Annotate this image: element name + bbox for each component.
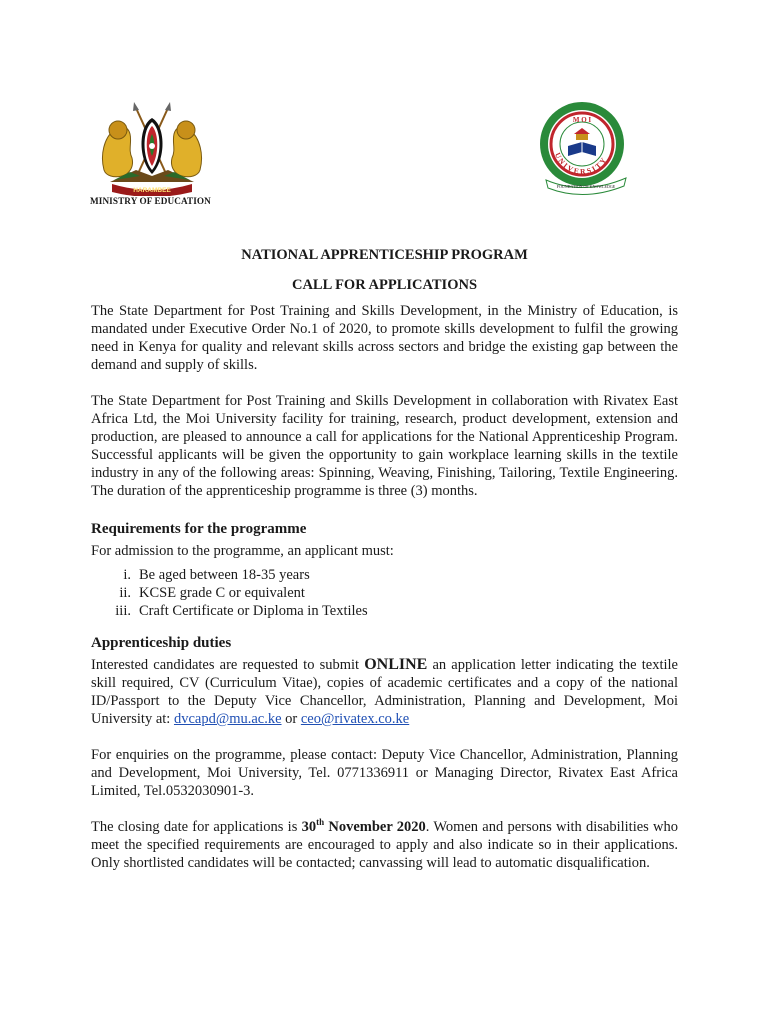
- list-item: [111, 584, 678, 602]
- duties-heading: Apprenticeship duties: [91, 635, 232, 651]
- requirements-list: [111, 566, 678, 620]
- online-emphasis: ONLINE: [364, 656, 428, 673]
- moi-seal-top-text: M O I: [572, 116, 592, 124]
- closing-text-after: . Women and persons with disabilities who meet the specified requirements are encouraged to apply and also indicate so in their applications. Only shortlisted candidates will be contacted; canvassing will lead to automatic disqualification.: [91, 819, 679, 871]
- closing-date: [302, 819, 426, 835]
- list-item-number: i.: [123, 567, 131, 583]
- list-item-number: iii.: [115, 603, 131, 619]
- enquiries-paragraph: For enquiries on the programme, please contact: Deputy Vice Chancellor, Administration, Planning and Development, Moi University, Tel. 0771336911 or Managing Director, Rivatex East Africa Limited, Tel.0532030901-3.: [91, 747, 678, 799]
- duties-text-after: an application letter indicating the textile skill required, CV (Curriculum Vitae), copies of academic certificates and a copy of the national ID/Passport to the Deputy Vice Chancellor, Administration, Planning and Development, Moi University at:: [91, 657, 678, 727]
- list-item-number: ii.: [119, 585, 131, 601]
- closing-day-suffix: th: [316, 817, 325, 828]
- list-item: [111, 602, 678, 620]
- kenya-coat-of-arms-logo: [90, 100, 215, 210]
- rivatex-email-link[interactable]: ceo@rivatex.co.ke: [300, 711, 410, 727]
- duties-text-before: Interested candidates are requested to submit: [91, 657, 360, 673]
- document-title: NATIONAL APPRENTICESHIP PROGRAM: [241, 247, 528, 263]
- list-item-text: Be aged between 18-35 years: [139, 567, 310, 583]
- closing-month-year: November 2020: [328, 819, 426, 835]
- moi-seal-side-text: UNIVERSITY: [553, 151, 610, 177]
- closing-day: 30: [301, 819, 317, 835]
- closing-text-before: The closing date for applications is: [91, 819, 298, 835]
- ministry-caption: MINISTRY OF EDUCATION: [90, 196, 211, 206]
- list-item-text: Craft Certificate or Diploma in Textiles: [139, 603, 368, 619]
- or-text: or: [285, 711, 298, 727]
- document-subtitle: CALL FOR APPLICATIONS: [291, 277, 478, 293]
- moi-seal-motto: FOUNDATION OF KNOWLEDGE: [556, 184, 616, 189]
- list-item-text: KCSE grade C or equivalent: [139, 585, 305, 601]
- closing-paragraph: [91, 818, 678, 872]
- duties-paragraph: [91, 656, 678, 728]
- document-body: [91, 246, 678, 872]
- collaboration-paragraph: The State Department for Post Training and Skills Development in collaboration with Rivatex East Africa Ltd, the Moi University facility for training, research, product development, extension and production, are pleased to announce a call for applications for the National Apprenticeship Program. Successful applicants will be given the opportunity to gain workplace learning skills in the textile industry in any of the following areas: Spinning, Weaving, Finishing, Tailoring, Textile Engineering. The duration of the apprenticeship programme is three (3) months.: [91, 393, 678, 499]
- requirements-intro: For admission to the programme, an applicant must:: [91, 543, 394, 559]
- harambee-banner-text: HARAMBEE: [133, 187, 171, 194]
- dvcapd-email-link[interactable]: dvcapd@mu.ac.ke: [173, 711, 282, 727]
- coat-of-arms-icon: [96, 100, 208, 196]
- list-item: [111, 566, 678, 584]
- intro-paragraph: The State Department for Post Training and Skills Development, in the Ministry of Education, is mandated under Executive Order No.1 of 2020, to promote skills development to fulfil the growing need in Kenya for quality and relevant skills across sectors and bridge the existing gap between the demand and supply of skills.: [91, 303, 678, 373]
- university-seal-icon: [538, 100, 634, 196]
- requirements-heading: Requirements for the programme: [91, 521, 307, 537]
- moi-university-logo: [538, 100, 634, 196]
